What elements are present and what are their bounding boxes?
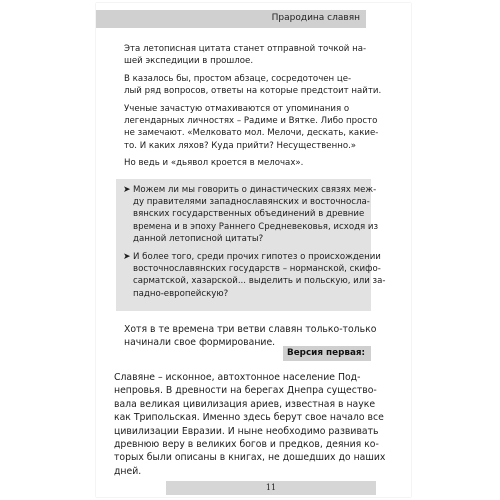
text-line: то. И каких ляхов? Куда прийти? Несущественно.»: [124, 140, 357, 151]
text-line: Можем ли мы говорить о династических связях меж-: [133, 185, 377, 195]
text-line: Эта летописная цитата станет отправной точкой на-: [124, 44, 367, 54]
text-line: вала великая цивилизация ариев, известная в науке: [114, 398, 376, 410]
text-line: данной летописной цитаты?: [133, 233, 264, 244]
text-line: как Трипольская. Именно здесь берут свое начало все: [114, 412, 384, 424]
text-line: начинали свое формирование.: [124, 337, 276, 349]
text-line: времена и в эпоху Раннего Средневековья, исходя из: [133, 221, 379, 232]
question-callout-box: [116, 179, 386, 311]
text-line: В казалось бы, простом абзаце, сосредоточен це-: [124, 74, 352, 84]
text-line: не замечают. «Мелковато мол. Мелочи, дескать, какие-: [124, 128, 379, 139]
running-title: Прародина славян: [271, 13, 360, 23]
text-line: лый ряд вопросов, ответы на которые предстоит найти.: [124, 86, 382, 97]
text-line: сарматской, хазарской... выделить и польскую, или за-: [133, 276, 386, 287]
book-page: [96, 3, 411, 497]
text-line: вянских государственных объединений в древние: [133, 209, 365, 220]
paragraph-2: [124, 73, 382, 97]
text-line: Но ведь и «дьявол кроется в мелочах».: [124, 158, 304, 168]
footer-bar: [166, 481, 376, 495]
arrow-bullet-icon: ➤: [123, 185, 131, 195]
text-line: торых были описаны в книгах, не дошедших до наших: [114, 452, 386, 464]
text-line: ду правителями западнославянских и восточносла-: [133, 197, 370, 208]
running-header-bar: [96, 10, 366, 28]
text-line: древнюю веру в великих богов и предков, деяния ко-: [114, 439, 379, 451]
question-2: [133, 251, 386, 300]
page-number: 11: [265, 483, 277, 492]
text-line: Хотя в те времена три ветви славян только-только: [124, 324, 377, 335]
text-line: Славяне – исконное, автохтонное население Под-: [114, 372, 361, 383]
text-line: легендарных личностях – Радиме и Вятке. Либо просто: [124, 116, 378, 127]
text-line: Ученые зачастую отмахиваются от упоминания о: [124, 104, 350, 114]
section-heading: Версия первая:: [287, 348, 366, 358]
text-line: непровья. В древности на берегах Днепра существо-: [114, 385, 377, 397]
arrow-bullet-icon: ➤: [123, 252, 131, 262]
text-line: падно-европейскую?: [133, 288, 229, 299]
text-line: И более того, среди прочих гипотез о происхождении: [133, 252, 381, 262]
paragraph-1: [124, 43, 372, 67]
text-line: шей экспедиции в прошлое.: [124, 56, 254, 67]
text-line: дней.: [114, 465, 142, 477]
section-heading-box: [283, 346, 371, 361]
paragraph-3: [124, 103, 379, 152]
text-line: цивилизации Евразии. И ныне необходимо развивать: [114, 425, 379, 437]
text-line: восточнославянских государств – норманской, скифо-: [133, 264, 381, 275]
paragraph-4: [124, 157, 372, 169]
question-1: [133, 184, 379, 245]
paragraph-6: [114, 371, 386, 478]
